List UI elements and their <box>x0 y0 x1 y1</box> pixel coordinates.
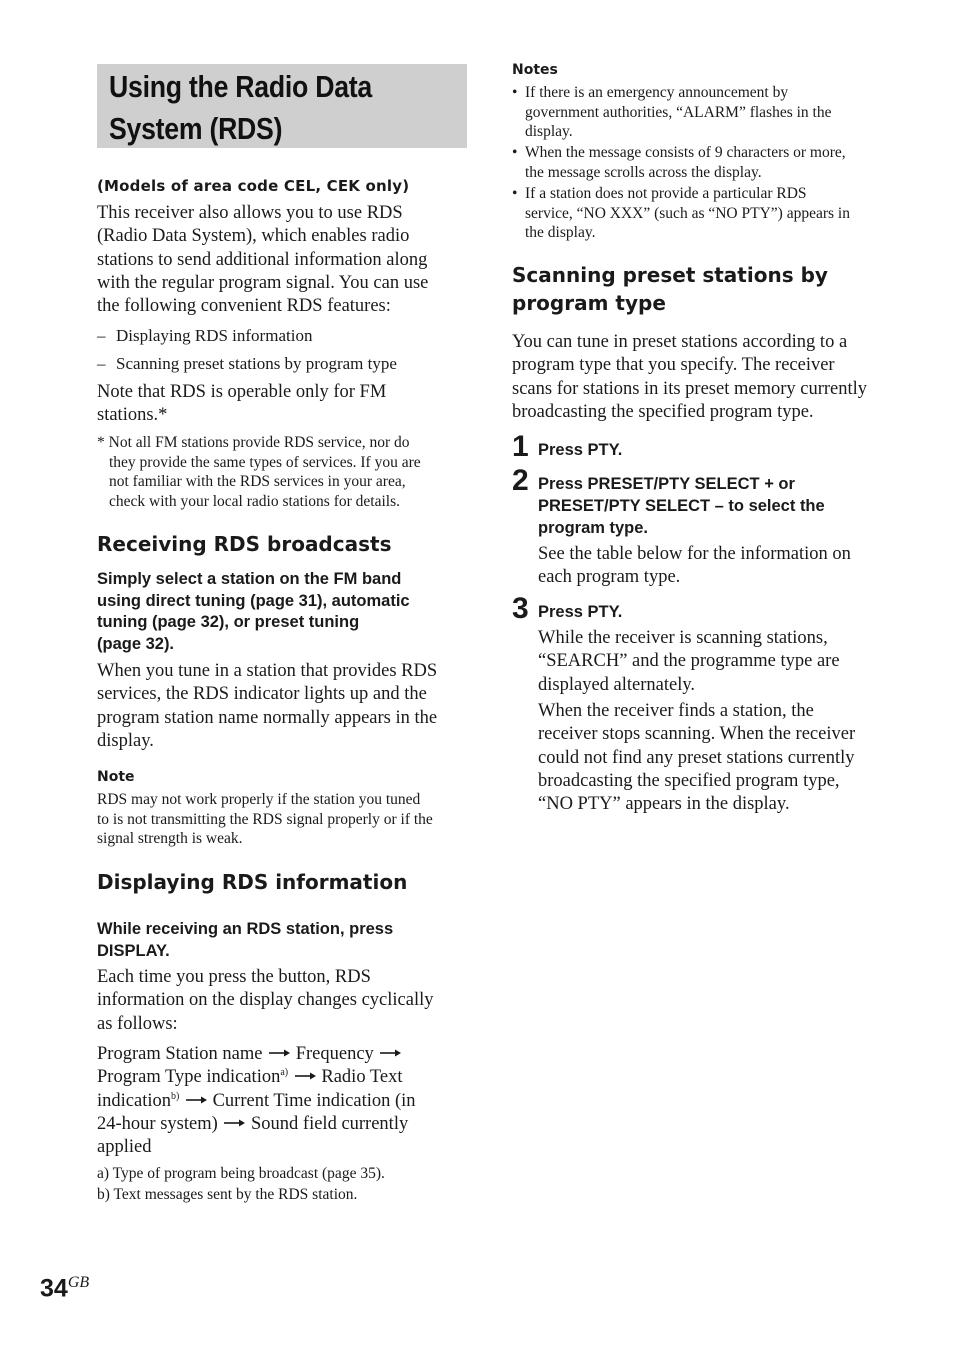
arrow-right-icon <box>267 1048 291 1058</box>
step-number: 1 <box>512 430 529 463</box>
page-title-banner <box>97 64 467 148</box>
displaying-body: Each time you press the button, RDS information on the display changes cyclically as follows: <box>97 967 434 1034</box>
note-label: Note <box>97 769 135 785</box>
footnote-a: a) Type of program being broadcast (page 35). <box>97 1165 385 1182</box>
step-text: Press PRESET/PTY SELECT + or PRESET/PTY SELECT – to select the program type. <box>538 475 825 537</box>
intro-paragraph: This receiver also allows you to use RDS (Radio Data System), which enables radio stations to send additional information along with the regular program signal. You can use the following convenient RDS features: <box>97 203 429 317</box>
arrow-right-icon <box>222 1118 246 1128</box>
step-number: 3 <box>512 592 529 625</box>
page-number: $34^{GB}$ <box>40 1274 90 1303</box>
footnote-b: b) Text messages sent by the RDS station. <box>97 1186 358 1203</box>
receiving-instruction: Simply select a station on the FM band using direct tuning (page 31), automatic tuning (page 32), or preset tuning (page 32). <box>97 570 410 654</box>
step-text: Press PTY. <box>538 603 623 621</box>
step-text: Press PTY. <box>538 441 623 459</box>
section-heading-displaying: Displaying RDS information <box>97 870 408 894</box>
receiving-body: When you tune in a station that provides RDS services, the RDS indicator lights up and the program station name normally appears in the display. <box>97 661 438 751</box>
arrow-right-icon <box>184 1095 208 1105</box>
display-sequence: Program Station name Frequency Program Type indication$^{a)}$ Radio Text indication$^{b)}$ Current Time indication (in 24-hour system) Sound field currently applied <box>97 1044 416 1158</box>
notes-label: Notes <box>512 62 558 78</box>
models-note: (Models of area code CEL, CEK only) <box>97 177 410 195</box>
receiving-note: RDS may not work properly if the station you tuned to is not transmitting the RDS signal properly or if the signal strength is weak. <box>97 791 433 847</box>
arrow-right-icon <box>378 1048 402 1058</box>
scanning-body: You can tune in preset stations according to a program type that you specify. The receiver scans for stations in its preset memory currently broadcasting the specified program type. <box>512 332 868 422</box>
section-heading-receiving: Receiving RDS broadcasts <box>97 532 392 556</box>
displaying-instruction: While receiving an RDS station, press DISPLAY. <box>97 920 394 960</box>
step-number: 2 <box>512 464 529 497</box>
arrow-right-icon <box>293 1071 317 1081</box>
fm-note: Note that RDS is operable only for FM stations.* <box>97 382 387 426</box>
page-title-line: Using the Radio Data <box>109 69 372 104</box>
page-title <box>109 66 372 150</box>
page-title-line: System (RDS) <box>109 111 283 146</box>
footnote-star: * Not all FM stations provide RDS service, nor do they provide the same types of services. If you are not familiar with the RDS services in your area, check with your local radio stations for details. <box>97 434 421 510</box>
step-detail: See the table below for the information on each program type. <box>538 544 851 588</box>
step-detail: When the receiver finds a station, the receiver stops scanning. When the receiver could not find any preset stations currently broadcasting the specified program type, “NO PTY” appears in the display. <box>538 701 856 815</box>
section-heading-scanning: Scanning preset stations by program type <box>512 263 828 315</box>
step-detail: While the receiver is scanning stations, “SEARCH” and the programme type are displayed alternately. <box>538 628 840 695</box>
